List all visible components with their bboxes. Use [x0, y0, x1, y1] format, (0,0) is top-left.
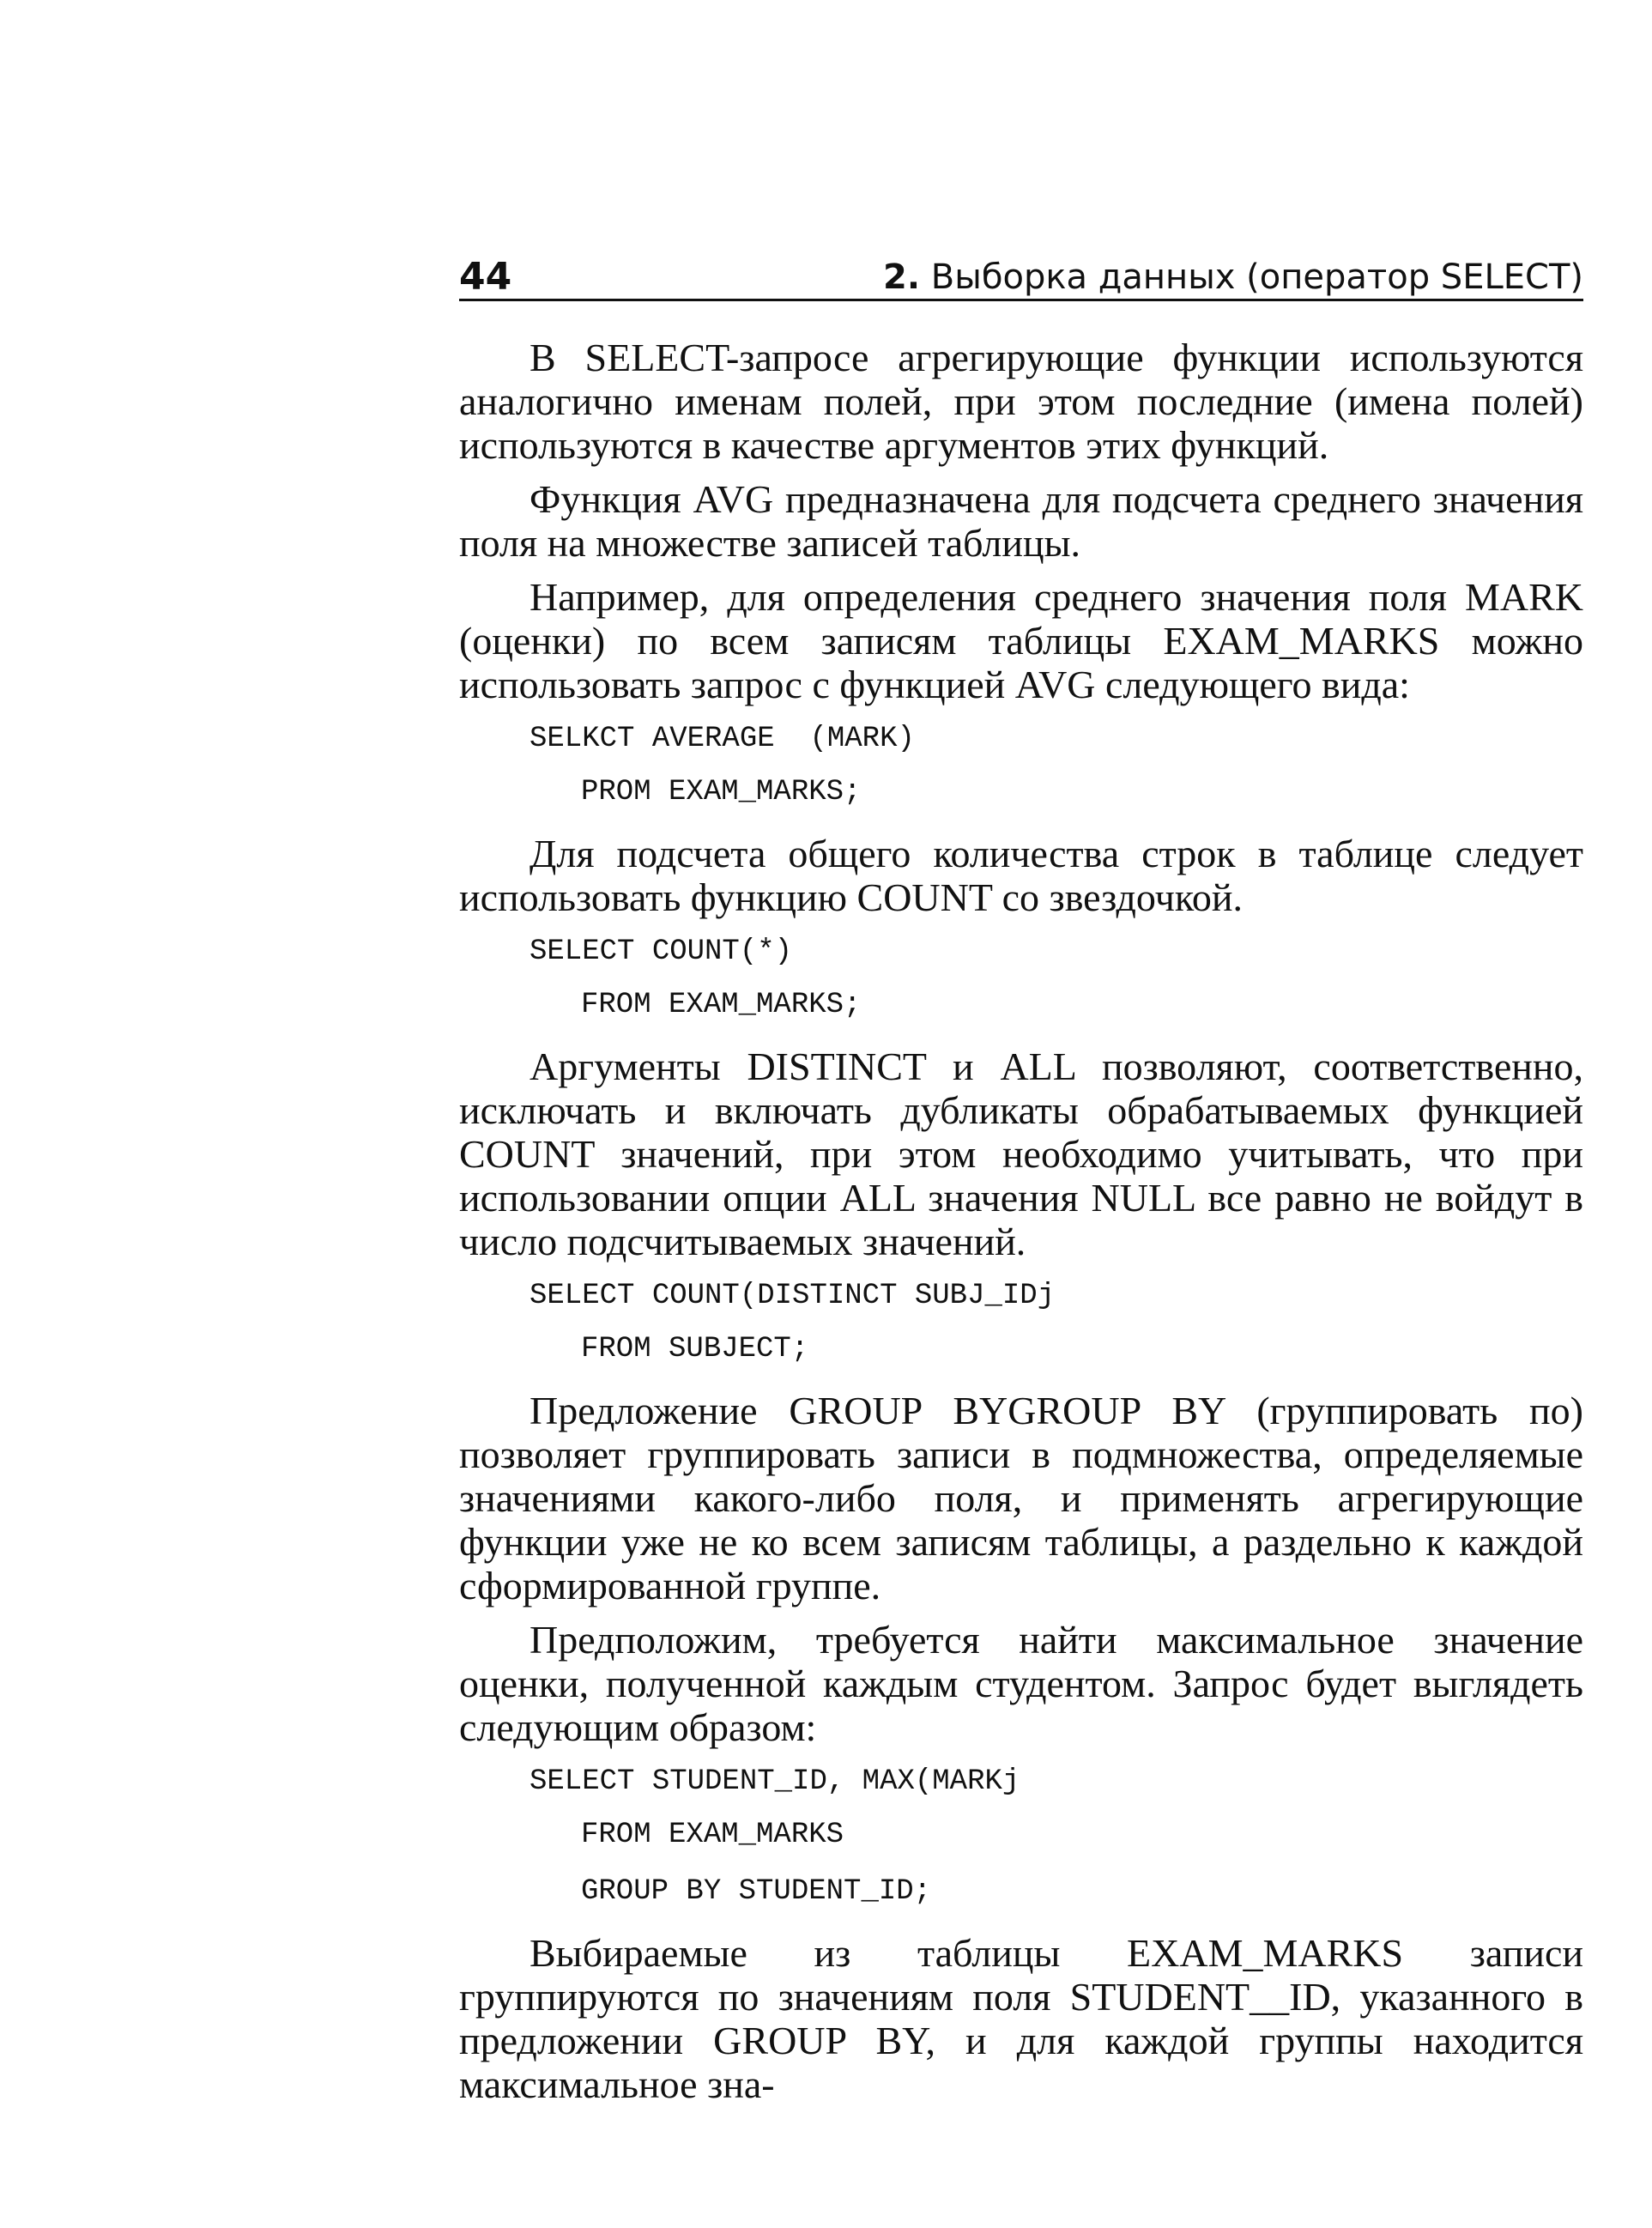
paragraph: Предположим, требуется найти максимальное значение оценки, полученной каждым студентом. Запрос будет выглядеть следующим образом:: [459, 1618, 1583, 1749]
code-line: PROM EXAM_MARKS;: [581, 776, 862, 808]
paragraph: Аргументы DISTINCT и ALL позволяют, соответственно, исключать и включать дубликаты обрабатываемых функцией COUNT значений, при этом необходимо учитывать, что при использовании опции ALL значения NULL все равно не войдут в число подсчитываемых значений.: [459, 1044, 1583, 1263]
code-line: FROM EXAM_MARKS;: [581, 989, 862, 1021]
paragraph: В SELECT-запросе агрегирующие функции используются аналогично именам полей, при этом последние (имена полей) используются в качестве аргументов этих функций.: [459, 336, 1583, 467]
book-page: [459, 257, 1583, 2116]
code-block-avg: [459, 722, 1583, 809]
running-head: [459, 257, 1583, 301]
chapter-title-text: Выборка данных (оператор SELECT): [930, 257, 1583, 297]
code-block-group-by: [459, 1765, 1583, 1909]
paragraph: Предложение GROUP BYGROUP BY (группировать по) позволяет группировать записи в подмножества, определяемые значениями какого-либо поля, и применять агрегирующие функции уже не ко всем записям таблицы, а раздельно к каждой сформированной группе.: [459, 1389, 1583, 1607]
paragraph: Для подсчета общего количества строк в таблице следует использовать функцию COUNT со звездочкой.: [459, 832, 1583, 919]
code-line: SELECT COUNT(DISTINCT SUBJ_IDj: [529, 1280, 1056, 1312]
code-line: FROM EXAM_MARKS: [581, 1819, 844, 1851]
page-number: 44: [459, 255, 512, 299]
code-block-count-distinct: [459, 1279, 1583, 1366]
paragraph: Выбираемые из таблицы EXAM_MARKS записи группируются по значениям поля STUDENT__ID, указанного в предложении GROUP BY, и для каждой группы находится максимальное зна-: [459, 1931, 1583, 2106]
code-line: SELECT COUNT(*): [529, 935, 793, 968]
code-line: SELKCT AVERAGE (MARK): [529, 723, 915, 755]
code-line: FROM SUBJECT;: [581, 1333, 809, 1365]
body-text: [459, 336, 1583, 2106]
paragraph: Например, для определения среднего значения поля MARK (оценки) по всем записям таблицы EXAM_MARKS можно использовать запрос с функцией AVG следующего вида:: [459, 575, 1583, 706]
chapter-title: [883, 257, 1583, 297]
code-line: SELECT STUDENT_ID, MAX(MARKj: [529, 1765, 1020, 1798]
code-line: GROUP BY STUDENT_ID;: [581, 1875, 932, 1908]
chapter-number: 2.: [883, 257, 921, 297]
code-block-count-star: [459, 935, 1583, 1022]
paragraph: Функция AVG предназначена для подсчета среднего значения поля на множестве записей таблицы.: [459, 477, 1583, 565]
